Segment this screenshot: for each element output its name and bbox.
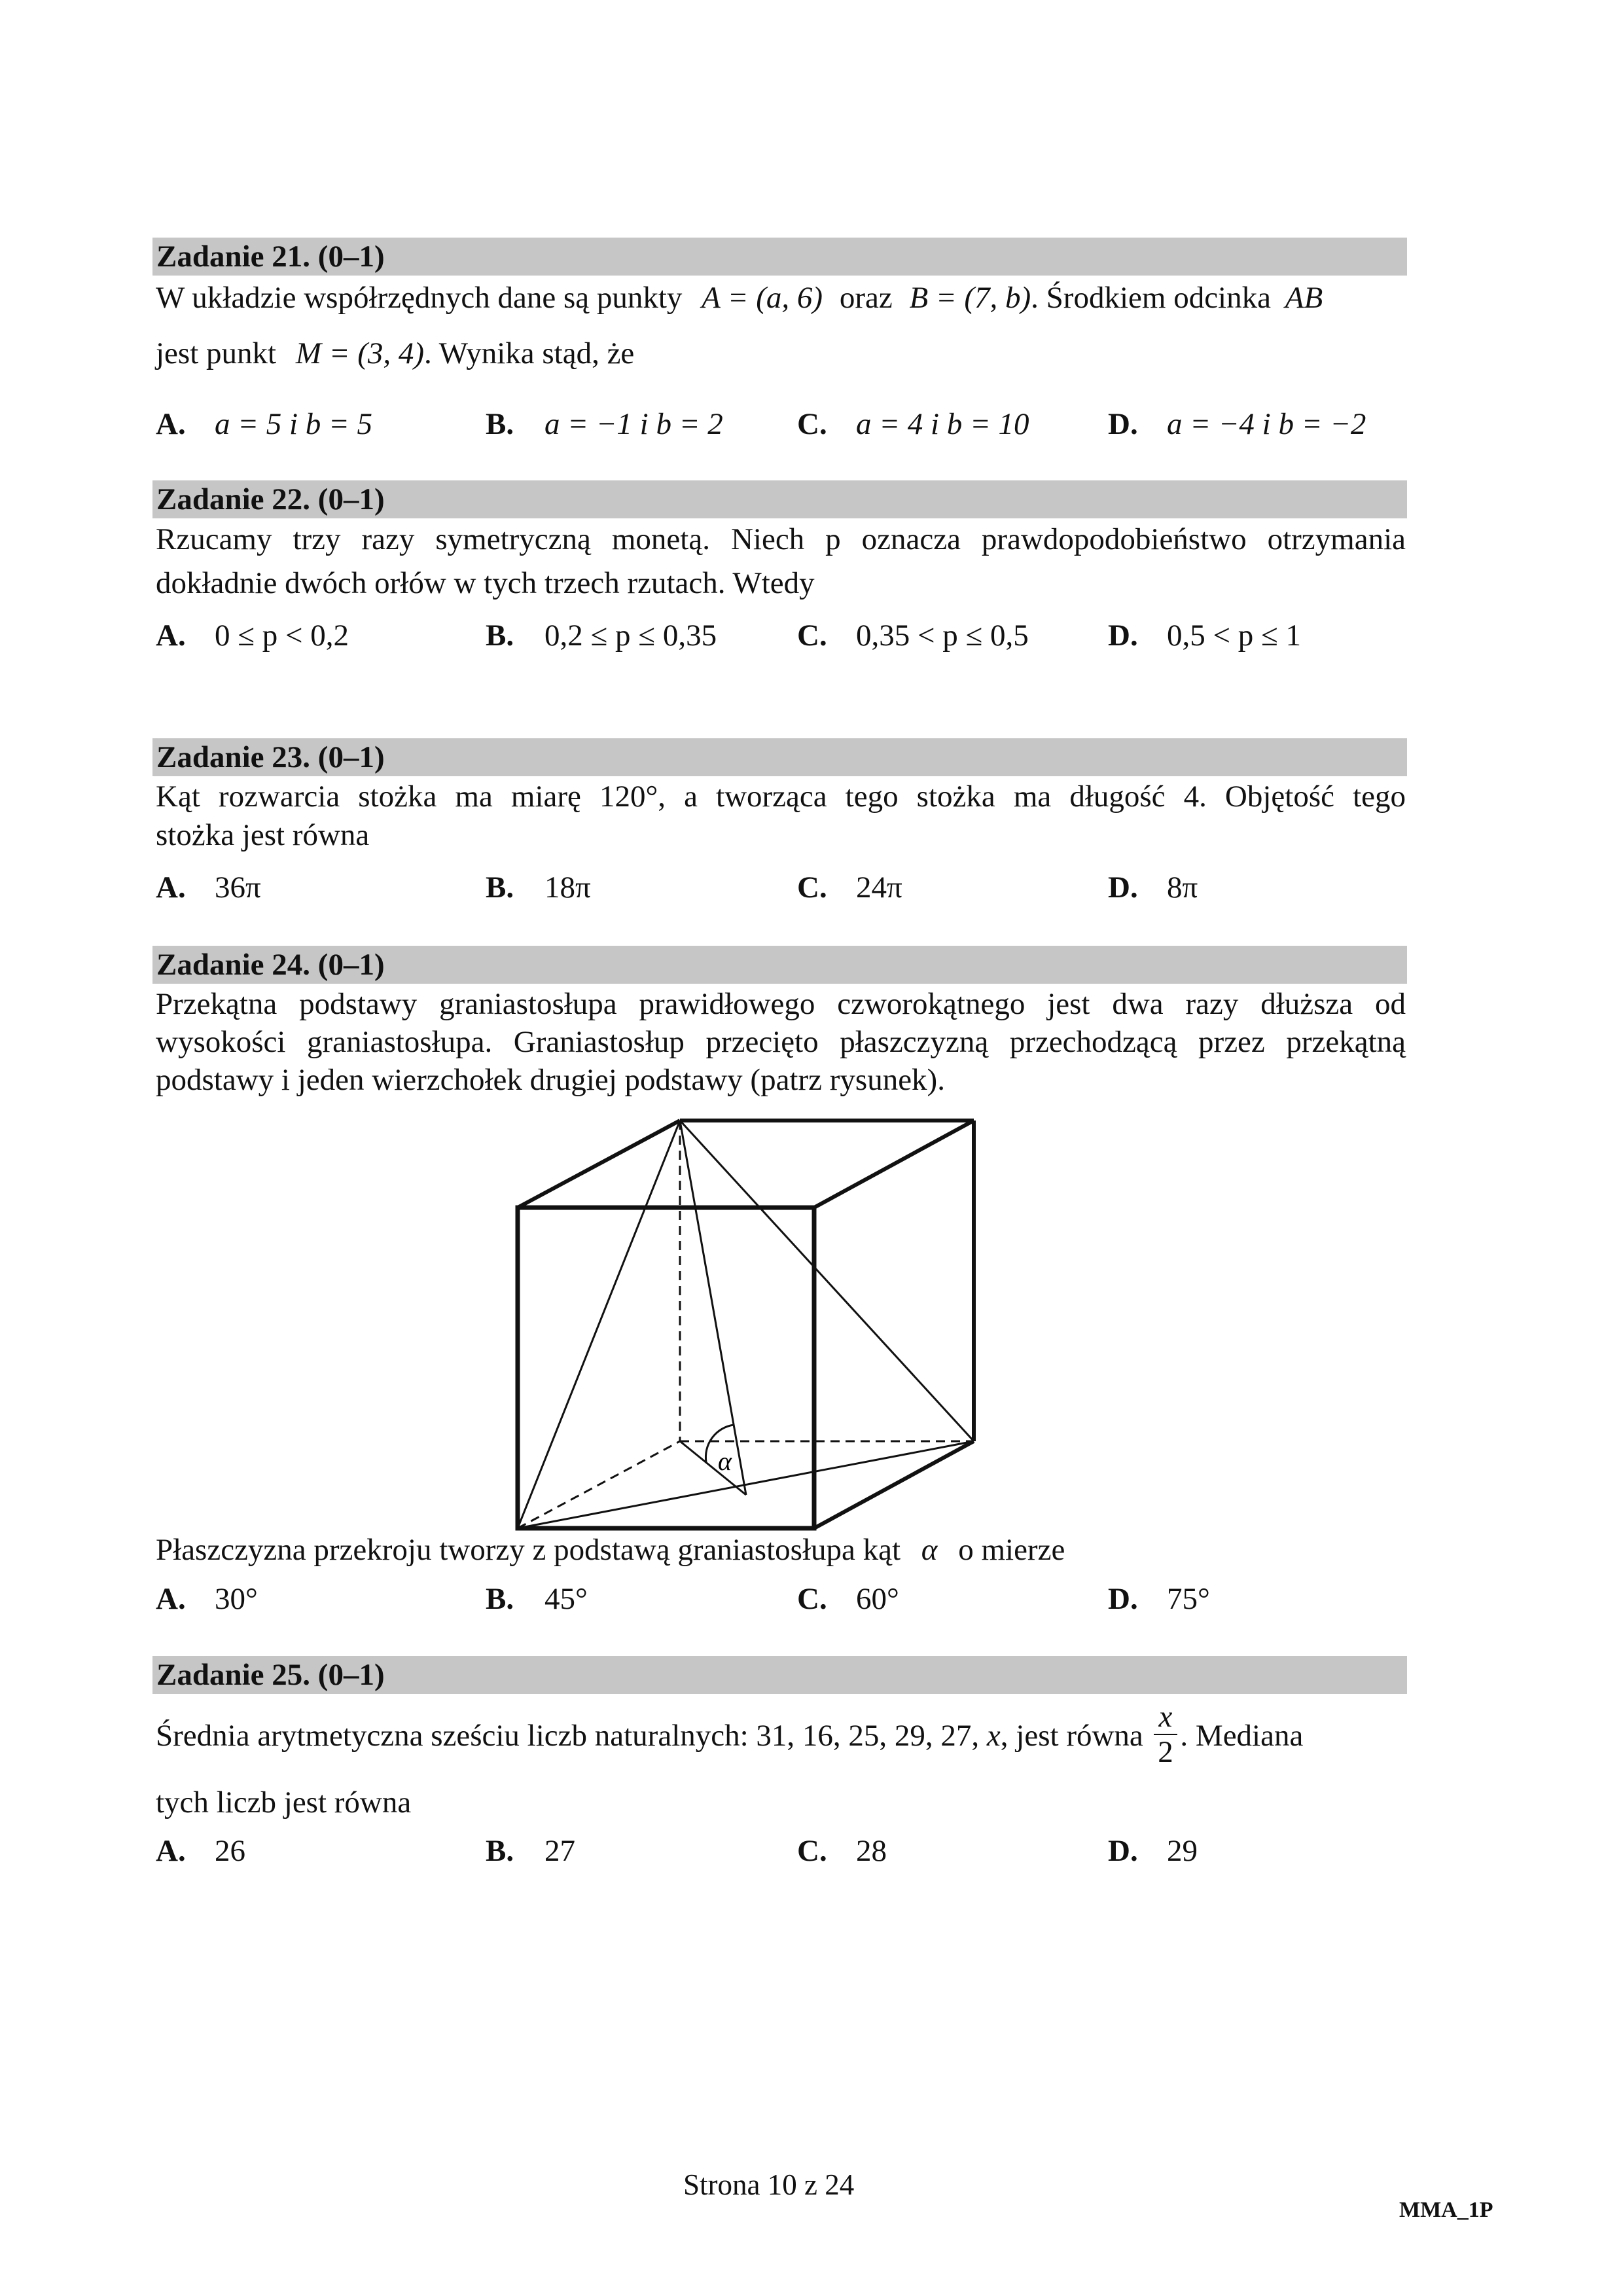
text: Płaszczyzna przekroju tworzy z podstawą graniastosłupa kąt xyxy=(156,1533,901,1567)
prism-top-right-edge xyxy=(814,1121,974,1208)
text: oraz xyxy=(839,281,893,315)
task-24-question-line1: Przekątna podstawy graniastosłupa prawidłowego czworokątnego jest dwa razy dłuższa od xyxy=(156,987,1406,1021)
task-24-question-line2: wysokości graniastosłupa. Graniastosłup przecięto płaszczyzną przechodzącą przez przekątną xyxy=(156,1025,1406,1059)
task-22-option-d[interactable]: D. 0,5 < p ≤ 1 xyxy=(1108,619,1302,653)
segment-ab: AB xyxy=(1285,281,1323,315)
task-21-option-d[interactable]: D. a = −4 i b = −2 xyxy=(1108,407,1366,441)
text: W układzie współrzędnych dane są punkty xyxy=(156,281,683,315)
text: . Środkiem odcinka xyxy=(1031,281,1271,315)
prism-hidden-left-edge xyxy=(518,1441,680,1528)
text: o mierze xyxy=(958,1533,1065,1567)
task-25-question-line1 xyxy=(156,1702,1303,1773)
task-23-header: Zadanie 23. (0–1) xyxy=(152,738,1407,776)
alpha-symbol: α xyxy=(921,1533,938,1567)
section-edge-right xyxy=(680,1121,974,1441)
prism-figure xyxy=(497,1106,995,1538)
task-23-option-b[interactable]: B. 18π xyxy=(486,870,591,905)
task-22-option-b[interactable]: B. 0,2 ≤ p ≤ 0,35 xyxy=(486,619,717,653)
task-24-option-d[interactable]: D. 75° xyxy=(1108,1582,1210,1616)
fraction-x-over-2: $\frac{x}{2}$ xyxy=(1154,1700,1178,1769)
text: jest punkt xyxy=(156,336,277,370)
text: , jest równa xyxy=(1000,1719,1143,1753)
page-number: Strona 10 z 24 xyxy=(683,2168,855,2201)
section-height xyxy=(680,1121,746,1495)
exam-code: MMA_1P xyxy=(1399,2198,1493,2222)
task-21-option-b[interactable]: B. a = −1 i b = 2 xyxy=(486,407,723,441)
task-23-option-d[interactable]: D. 8π xyxy=(1108,870,1198,905)
prism-bottom-right-edge xyxy=(814,1441,974,1528)
task-24-header: Zadanie 24. (0–1) xyxy=(152,946,1407,984)
task-22-option-a[interactable]: A. 0 ≤ p < 0,2 xyxy=(156,619,349,653)
text: . Mediana xyxy=(1180,1719,1304,1753)
task-25-option-c[interactable]: C. 28 xyxy=(797,1834,887,1868)
section-base-diagonal xyxy=(518,1441,974,1528)
task-23-option-a[interactable]: A. 36π xyxy=(156,870,261,905)
task-22-question-line2: dokładnie dwóch orłów w tych trzech rzutach. Wtedy xyxy=(156,566,815,600)
task-24-question-after xyxy=(156,1535,1065,1566)
angle-alpha-label: α xyxy=(718,1446,732,1476)
task-24-question-line3: podstawy i jeden wierzchołek drugiej podstawy (patrz rysunek). xyxy=(156,1063,945,1097)
task-25-question-line2: tych liczb jest równa xyxy=(156,1785,412,1820)
task-21-header: Zadanie 21. (0–1) xyxy=(152,238,1407,276)
task-23-question-line2: stożka jest równa xyxy=(156,818,370,852)
task-23-option-c[interactable]: C. 24π xyxy=(797,870,902,905)
task-25-header: Zadanie 25. (0–1) xyxy=(152,1656,1407,1694)
prism-top-left-edge xyxy=(518,1121,680,1208)
task-21-option-c[interactable]: C. a = 4 i b = 10 xyxy=(797,407,1029,441)
section-edge-left xyxy=(518,1121,680,1528)
base-segment xyxy=(680,1441,746,1495)
task-24-option-a[interactable]: A. 30° xyxy=(156,1582,258,1616)
point-b: B = (7, b) xyxy=(909,281,1031,315)
task-22-question-line1: Rzucamy trzy razy symetryczną monetą. Niech p oznacza prawdopodobieństwo otrzymania xyxy=(156,522,1406,556)
task-25-option-a[interactable]: A. 26 xyxy=(156,1834,245,1868)
task-25-option-b[interactable]: B. 27 xyxy=(486,1834,575,1868)
text: Średnia arytmetyczna sześciu liczb naturalnych: 31, 16, 25, 29, 27, xyxy=(156,1719,980,1753)
task-21-question-line2 xyxy=(156,338,634,369)
point-a: A = (a, 6) xyxy=(702,281,823,315)
task-25-option-d[interactable]: D. 29 xyxy=(1108,1834,1198,1868)
task-23-question-line1: Kąt rozwarcia stożka ma miarę 120°, a tworząca tego stożka ma długość 4. Objętość tego xyxy=(156,780,1406,814)
task-22-header: Zadanie 22. (0–1) xyxy=(152,480,1407,518)
variable-x: x xyxy=(986,1719,1001,1753)
task-22-option-c[interactable]: C. 0,35 < p ≤ 0,5 xyxy=(797,619,1029,653)
task-21-option-a[interactable]: A. a = 5 i b = 5 xyxy=(156,407,372,441)
task-21-question-line1 xyxy=(156,283,1323,314)
point-m: M = (3, 4) xyxy=(295,336,424,370)
task-24-option-b[interactable]: B. 45° xyxy=(486,1582,588,1616)
task-24-option-c[interactable]: C. 60° xyxy=(797,1582,899,1616)
text: . Wynika stąd, że xyxy=(424,336,635,370)
